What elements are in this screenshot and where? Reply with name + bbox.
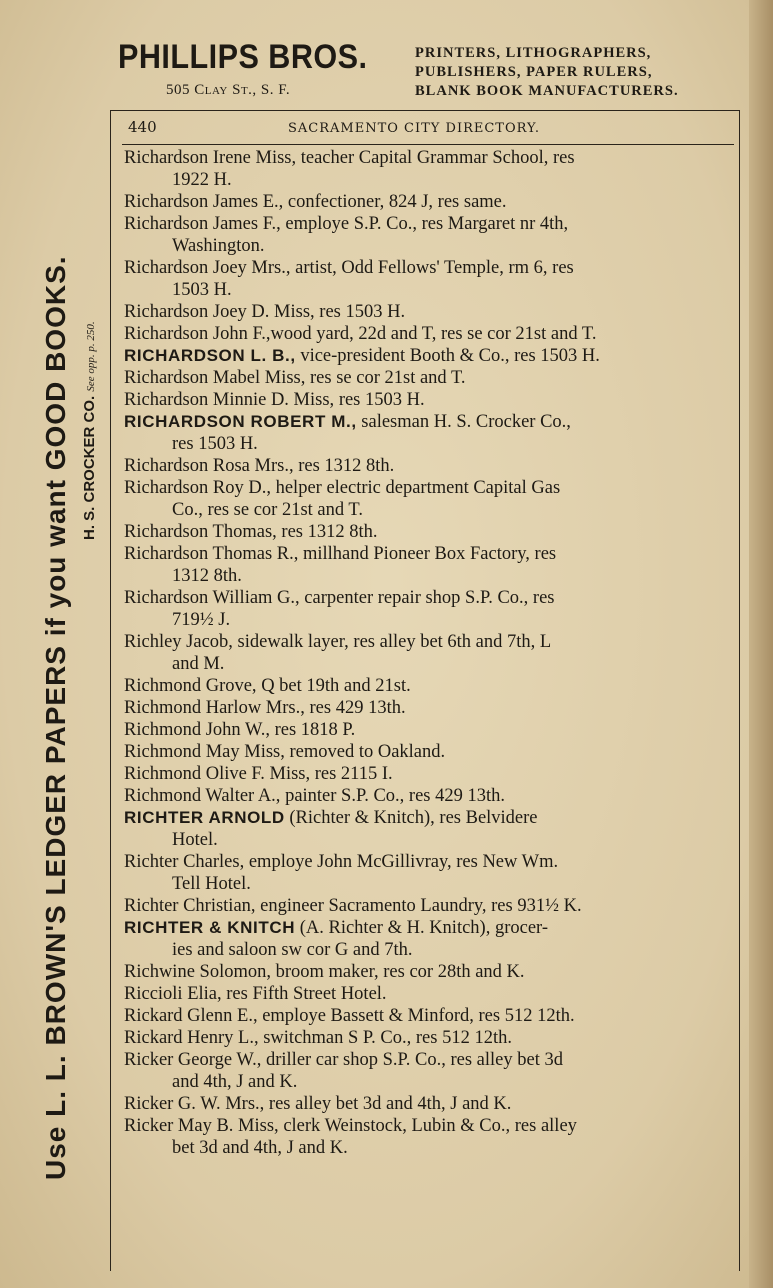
directory-entry — [124, 323, 724, 345]
entry-details: Q bet 19th and 21st. — [256, 676, 411, 696]
entry-continuation: res 1503 H. — [172, 434, 258, 454]
directory-entry — [124, 807, 724, 851]
header-rule — [122, 144, 734, 145]
entry-continuation: Co., res se cor 21st and T. — [172, 500, 363, 520]
entry-name: Richardson James F., — [124, 214, 281, 234]
entry-name: Riccioli Elia, — [124, 984, 222, 1004]
entry-details: clerk Weinstock, Lubin & Co., res alley — [278, 1116, 577, 1136]
entry-name: Richter Christian, — [124, 896, 256, 916]
entry-name: Richwine Solomon, — [124, 962, 271, 982]
entry-details: res alley bet 3d and 4th, J and K. — [264, 1094, 512, 1114]
entry-details: millhand Pioneer Box Factory, res — [298, 544, 557, 564]
entry-name: Ricker May B. Miss, — [124, 1116, 279, 1136]
side-advertisement — [40, 255, 72, 1180]
entry-details: confectioner, 824 J, res same. — [283, 192, 507, 212]
directory-entry — [124, 961, 724, 983]
entry-name: Richardson Roy D., — [124, 478, 271, 498]
directory-entry — [124, 477, 724, 521]
entry-details: vice-president Booth & Co., res 1503 H. — [295, 346, 600, 366]
header-service-line: PUBLISHERS, PAPER RULERS, — [415, 64, 653, 80]
directory-entry — [124, 631, 724, 675]
entry-name: Richmond Olive F. Miss, — [124, 764, 311, 784]
directory-entry — [124, 345, 724, 367]
directory-entry — [124, 983, 724, 1005]
entry-details: engineer Sacramento Laundry, res 931½ K. — [255, 896, 582, 916]
directory-entry — [124, 1027, 724, 1049]
header-company-name: PHILLIPS BROS. — [118, 38, 368, 76]
entry-details: switchman S P. Co., res 512 12th. — [258, 1028, 512, 1048]
directory-entry — [124, 367, 724, 389]
entry-details: employe Bassett & Minford, res 512 12th. — [257, 1006, 575, 1026]
directory-entry — [124, 1115, 724, 1159]
entry-details: wood yard, 22d and T, res se cor 21st and T. — [270, 324, 597, 344]
entry-details: (Richter & Knitch), res Belvidere — [284, 808, 538, 828]
entry-details: res 1818 P. — [269, 720, 356, 740]
directory-entry — [124, 389, 724, 411]
directory-entry — [124, 521, 724, 543]
directory-entry — [124, 917, 724, 961]
directory-entry — [124, 191, 724, 213]
entry-details: res 1312 8th. — [293, 456, 395, 476]
entry-details: res 1312 8th. — [276, 522, 378, 542]
directory-entry — [124, 1093, 724, 1115]
entry-name: Ricker George W., — [124, 1050, 262, 1070]
entry-details: employe S.P. Co., res Margaret nr 4th, — [280, 214, 569, 234]
directory-entry — [124, 785, 724, 807]
entry-name: Richardson Joey D. Miss, — [124, 302, 315, 322]
entry-continuation: Washington. — [172, 236, 265, 256]
entry-name: Richardson James E., — [124, 192, 284, 212]
entry-details: teacher Capital Grammar School, res — [296, 148, 575, 168]
directory-entry — [124, 301, 724, 323]
directory-entry — [124, 411, 724, 455]
running-title: SACRAMENTO CITY DIRECTORY. — [288, 121, 541, 136]
entry-details: removed to Oakland. — [284, 742, 446, 762]
entry-continuation: and 4th, J and K. — [172, 1072, 298, 1092]
entry-details: artist, Odd Fellows' Temple, rm 6, res — [290, 258, 574, 278]
entry-name: Richardson Irene Miss, — [124, 148, 297, 168]
entry-name: RICHTER & KNITCH — [124, 918, 296, 937]
entry-details: res se cor 21st and T. — [305, 368, 466, 388]
directory-entry — [124, 455, 724, 477]
entry-continuation: 1312 8th. — [172, 566, 242, 586]
side-ad-sub-text: H. S. CROCKER CO. — [81, 395, 98, 540]
entry-details: driller car shop S.P. Co., res alley bet 3d — [261, 1050, 563, 1070]
entry-name: Richley Jacob, — [124, 632, 233, 652]
header-service-line: PRINTERS, LITHOGRAPHERS, — [415, 45, 652, 61]
entry-continuation: and M. — [172, 654, 225, 674]
page-number: 440 — [128, 118, 157, 136]
entry-name: Richmond Harlow Mrs., — [124, 698, 305, 718]
entry-name: Richardson William G., — [124, 588, 300, 608]
entry-name: Rickard Glenn E., — [124, 1006, 258, 1026]
entry-name: Richardson Rosa Mrs., — [124, 456, 294, 476]
entry-details: salesman H. S. Crocker Co., — [356, 412, 571, 432]
header-address: 505 Clay St., S. F. — [166, 82, 291, 98]
directory-entry — [124, 697, 724, 719]
entry-continuation: bet 3d and 4th, J and K. — [172, 1138, 348, 1158]
entry-name: Ricker G. W. Mrs., — [124, 1094, 265, 1114]
entry-details: res 2115 I. — [310, 764, 393, 784]
header-service-line: BLANK BOOK MANUFACTURERS. — [415, 83, 679, 99]
directory-entry — [124, 1049, 724, 1093]
entry-name: Richardson Mabel Miss, — [124, 368, 306, 388]
entry-continuation: ies and saloon sw cor G and 7th. — [172, 940, 413, 960]
entry-name: Richmond John W., — [124, 720, 270, 740]
directory-entry — [124, 851, 724, 895]
entry-details: res 1503 H. — [314, 302, 406, 322]
directory-entry — [124, 895, 724, 917]
directory-entries — [124, 147, 724, 1159]
entry-name: Richardson Thomas, — [124, 522, 277, 542]
entry-name: Richmond Walter A., — [124, 786, 281, 806]
side-ad-main-text: Use L. L. BROWN'S LEDGER PAPERS if you want GOOD BOOKS. — [40, 255, 71, 1180]
entry-name: Rickard Henry L., — [124, 1028, 259, 1048]
directory-entry — [124, 587, 724, 631]
entry-name: Richardson Joey Mrs., — [124, 258, 291, 278]
entry-name: Richmond May Miss, — [124, 742, 285, 762]
header-services — [415, 44, 715, 101]
entry-continuation: 1922 H. — [172, 170, 232, 190]
entry-details: res Fifth Street Hotel. — [221, 984, 387, 1004]
entry-name: RICHARDSON ROBERT M., — [124, 412, 357, 431]
entry-continuation: 1503 H. — [172, 280, 232, 300]
directory-entry — [124, 257, 724, 301]
running-head — [128, 118, 728, 140]
entry-name: Richardson Minnie D. Miss, — [124, 390, 335, 410]
directory-entry — [124, 147, 724, 191]
entry-name: RICHTER ARNOLD — [124, 808, 285, 827]
entry-details: (A. Richter & H. Knitch), grocer- — [295, 918, 548, 938]
directory-entry — [124, 719, 724, 741]
directory-entry — [124, 543, 724, 587]
side-advertisement-sub — [81, 321, 98, 540]
entry-name: RICHARDSON L. B., — [124, 346, 296, 365]
directory-entry — [124, 1005, 724, 1027]
entry-details: broom maker, res cor 28th and K. — [270, 962, 525, 982]
entry-continuation: Tell Hotel. — [172, 874, 251, 894]
directory-entry — [124, 213, 724, 257]
entry-details: painter S.P. Co., res 429 13th. — [280, 786, 506, 806]
entry-name: Richardson John F., — [124, 324, 271, 344]
entry-details: carpenter repair shop S.P. Co., res — [299, 588, 555, 608]
entry-continuation: 719½ J. — [172, 610, 231, 630]
entry-details: helper electric department Capital Gas — [270, 478, 561, 498]
directory-entry — [124, 763, 724, 785]
directory-entry — [124, 675, 724, 697]
entry-details: employe John McGillivray, res New Wm. — [244, 852, 559, 872]
directory-entry — [124, 741, 724, 763]
entry-details: res 429 13th. — [304, 698, 406, 718]
entry-continuation: Hotel. — [172, 830, 218, 850]
page-edge — [749, 0, 773, 1288]
entry-name: Richmond Grove, — [124, 676, 257, 696]
entry-details: sidewalk layer, res alley bet 6th and 7th, L — [232, 632, 552, 652]
entry-name: Richter Charles, — [124, 852, 245, 872]
entry-details: res 1503 H. — [334, 390, 425, 410]
side-ad-see-text: See opp. p. 250. — [85, 321, 97, 392]
entry-name: Richardson Thomas R., — [124, 544, 299, 564]
